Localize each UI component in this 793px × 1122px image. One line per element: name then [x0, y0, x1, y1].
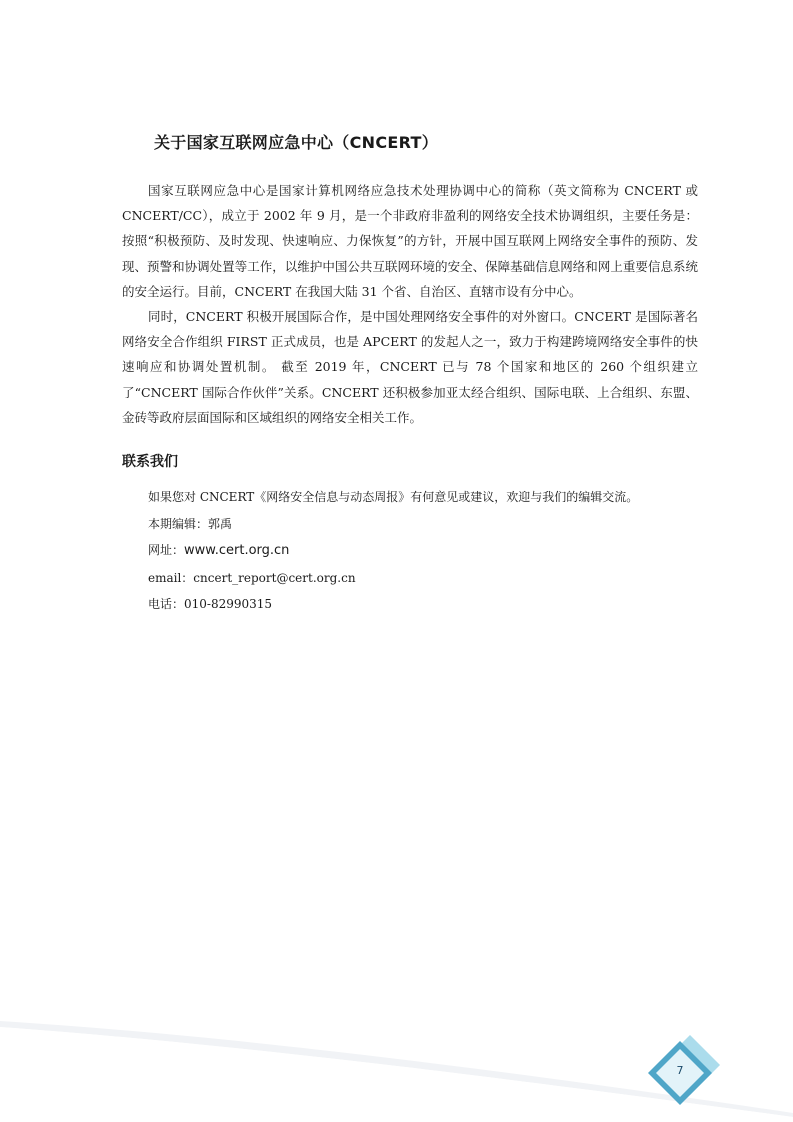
contact-email: email：cncert_report@cert.org.cn: [148, 570, 356, 585]
about-body: [122, 178, 698, 430]
about-title: 关于国家互联网应急中心（CNCERT）: [154, 133, 439, 152]
about-paragraph-1: 国家互联网应急中心是国家计算机网络应急技术处理协调中心的简称（英文简称为 CNCERT 或 CNCERT/CC），成立于 2002 年 9 月，是一个非政府非盈利的网络安全技术协调组织，主要任务是：按照“积极预防、及时发现、快速响应、力保恢复”的方针，开展中国互联网上网络安全事件的预防、发现、预警和协调处置等工作，以维护中国公共互联网环境的安全、保障基础信息网络和网上重要信息系统的安全运行。目前，CNCERT 在我国大陆 31 个省、自治区、直辖市设有分中心。: [122, 183, 698, 299]
page-number: 7: [676, 1064, 684, 1077]
contact-intro: 如果您对 CNCERT《网络安全信息与动态周报》有何意见或建议，欢迎与我们的编辑交流。: [148, 490, 639, 504]
contact-block: [148, 484, 638, 618]
about-paragraph-2: 同时，CNCERT 积极开展国际合作，是中国处理网络安全事件的对外窗口。CNCERT 是国际著名网络安全合作组织 FIRST 正式成员，也是 APCERT 的发起人之一，致力于构建跨境网络安全事件的快速响应和协调处置机制。 截至 2019 年，CNCERT 已与 78 个国家和地区的 260 个组织建立了“CNCERT 国际合作伙伴”关系。CNCERT 还积极参加亚太经合组织、国际电联、上合组织、东盟、金砖等政府层面国际和区域组织的网络安全相关工作。: [122, 309, 698, 425]
contact-phone: 电话：010-82990315: [148, 597, 273, 611]
footer-decoration: [0, 995, 793, 1122]
contact-editor: 本期编辑：郭禹: [148, 516, 233, 531]
contact-title: 联系我们: [122, 454, 178, 470]
website-label: 网址：: [148, 543, 185, 557]
contact-website-line: [148, 537, 638, 565]
website-link[interactable]: www.cert.org.cn: [184, 543, 290, 558]
